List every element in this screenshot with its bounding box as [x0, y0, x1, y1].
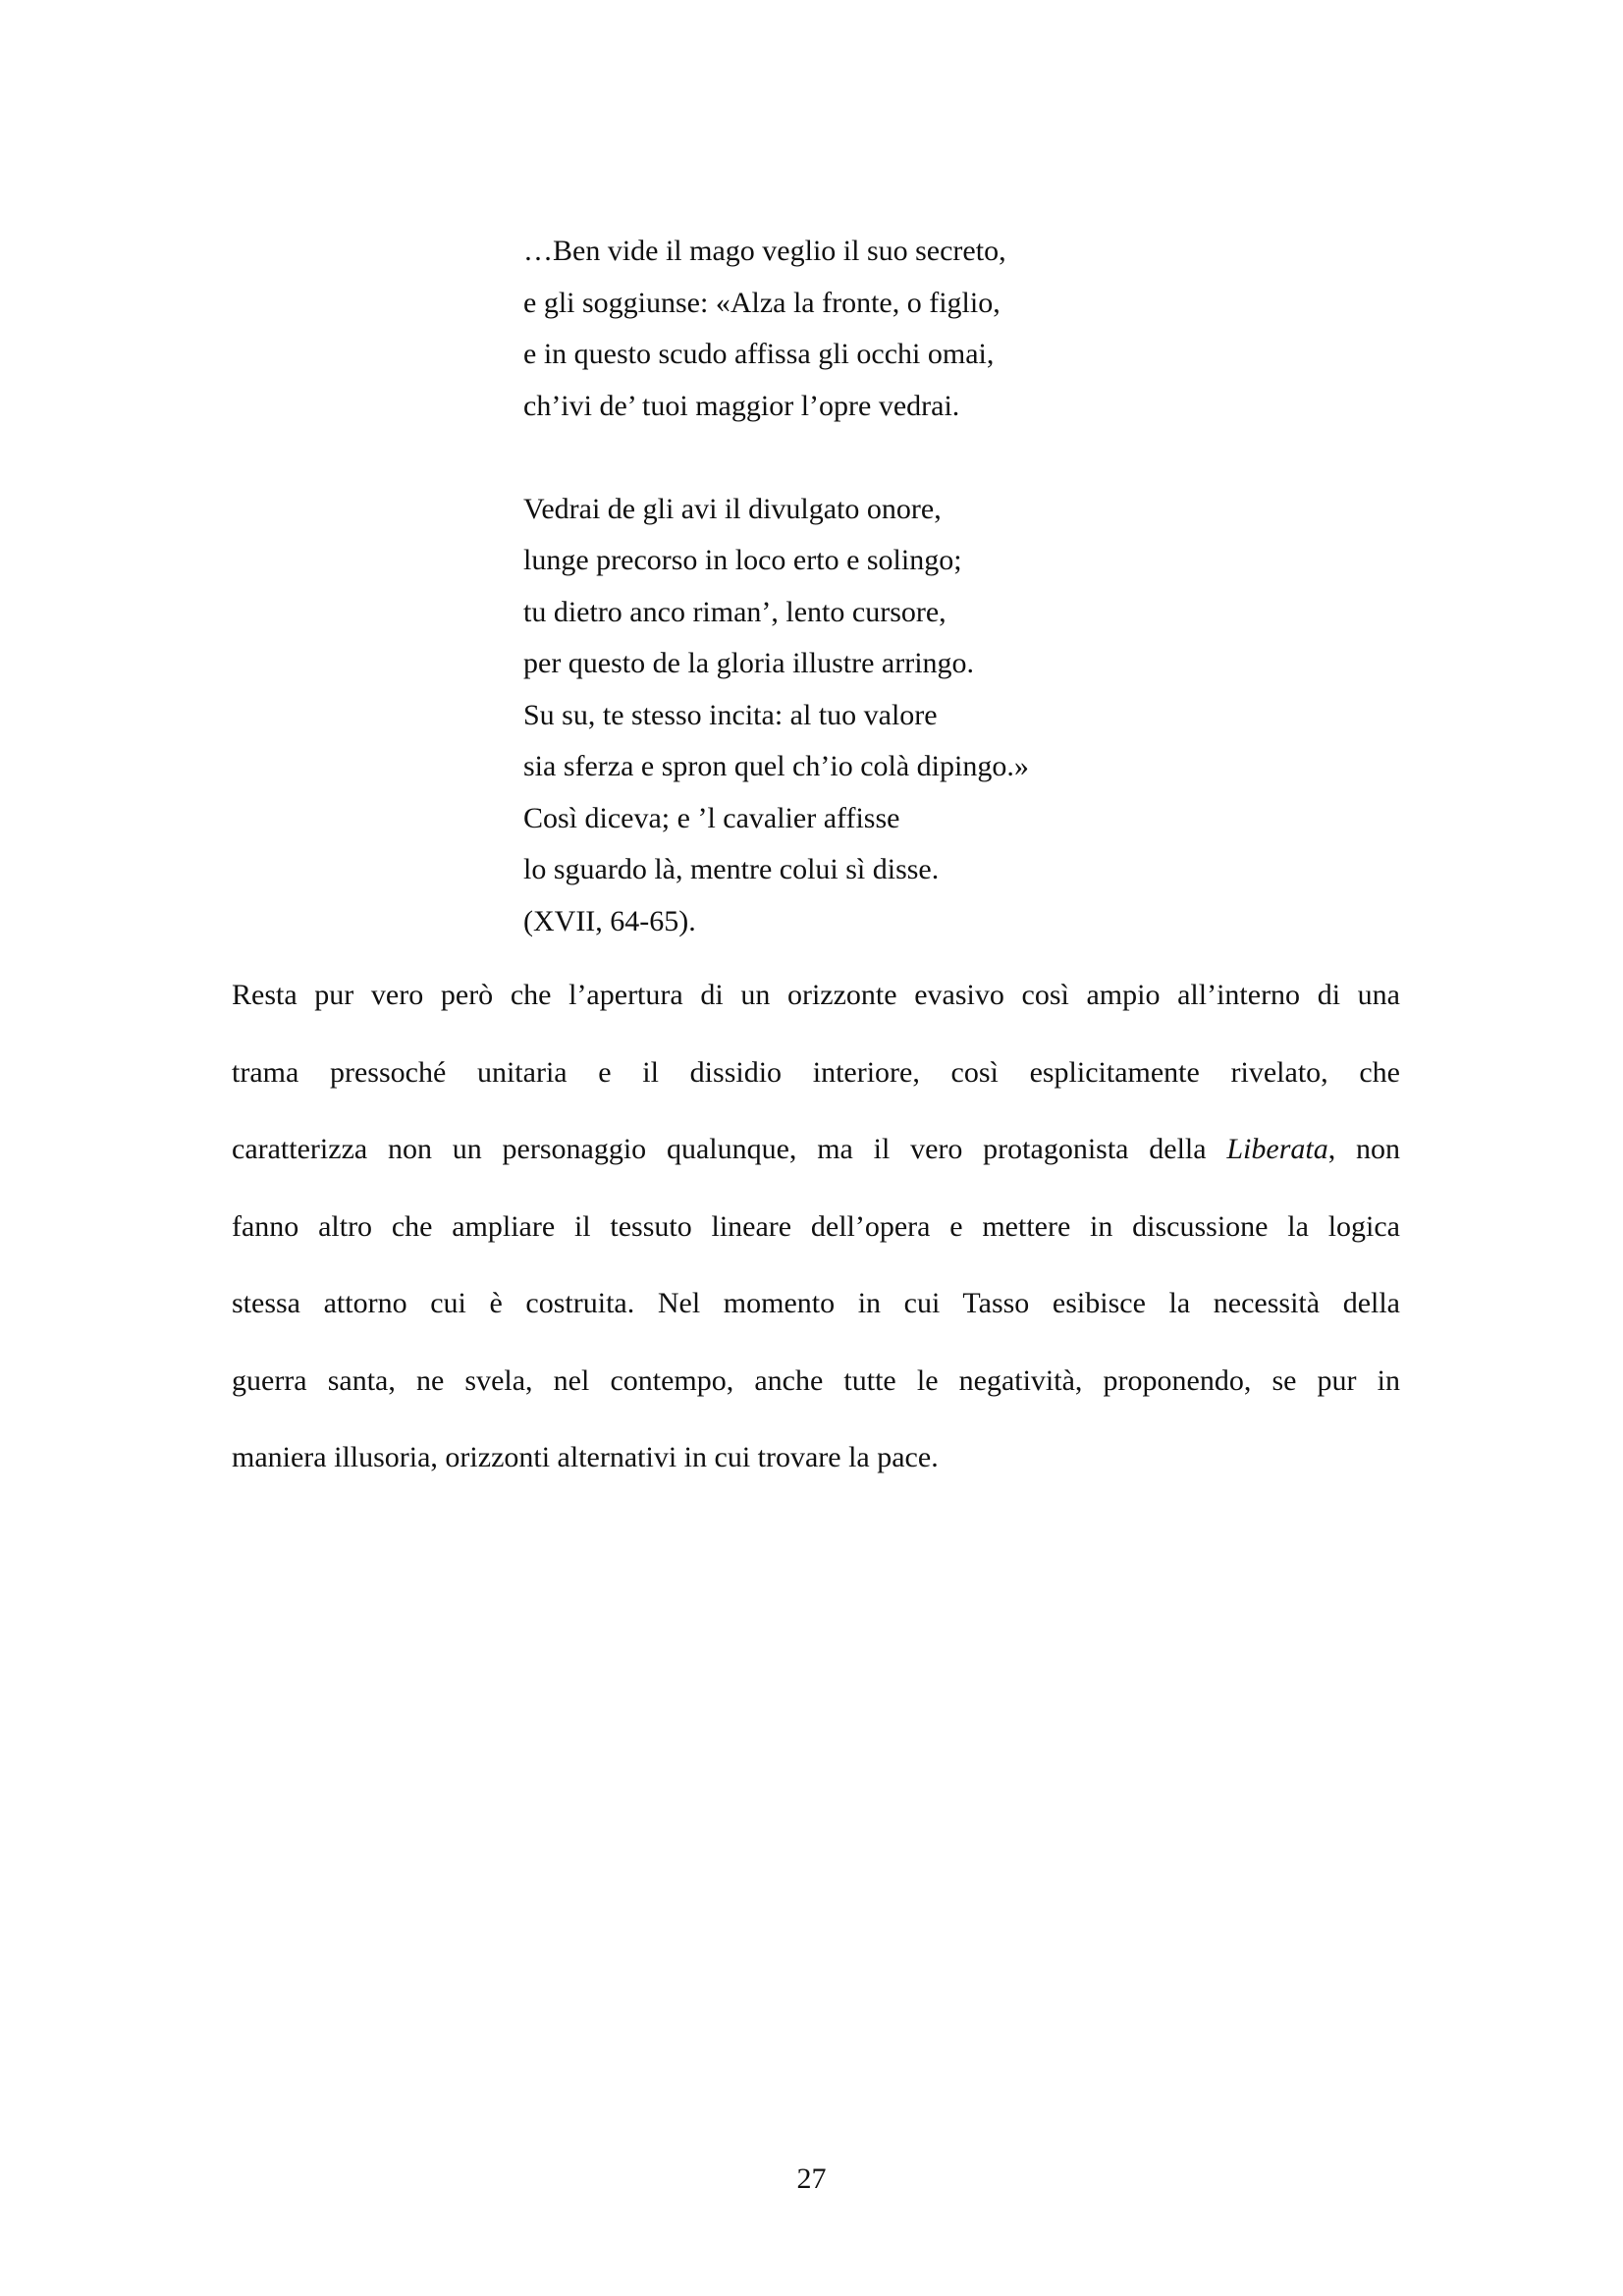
paragraph-line: maniera illusoria, orizzonti alternativi in cui trovare la pace. — [232, 1441, 939, 1473]
verse-quotation — [523, 226, 1211, 947]
verse-line: lo sguardo là, mentre colui sì disse. — [523, 853, 940, 885]
verse-citation: (XVII, 64-65). — [523, 904, 696, 937]
body-paragraph — [232, 970, 1400, 1510]
paragraph-line: Resta pur vero però che l’apertura di un orizzonte evasivo così ampio all’interno di una — [232, 979, 1400, 1011]
verse-line: Su su, te stesso incita: al tuo valore — [523, 698, 938, 731]
page-number: 27 — [796, 2163, 827, 2195]
paragraph-line: stessa attorno cui è costruita. Nel momento in cui Tasso esibisce la necessità della — [232, 1287, 1400, 1319]
paragraph-line — [232, 1124, 1400, 1201]
verse-line: e gli soggiunse: «Alza la fronte, o figlio, — [523, 286, 1001, 319]
verse-stanza-2 — [523, 484, 1211, 948]
verse-line: Vedrai de gli avi il divulgato onore, — [523, 492, 942, 525]
verse-line: lunge precorso in loco erto e solingo; — [523, 544, 962, 576]
italic-title: Liberata — [1226, 1133, 1328, 1165]
paragraph-text: , non — [1327, 1133, 1401, 1165]
paragraph-line: fanno altro che ampliare il tessuto lineare dell’opera e mettere in discussione la logica — [232, 1209, 1400, 1243]
verse-line: ch’ivi de’ tuoi maggior l’opre vedrai. — [523, 389, 960, 422]
verse-line: tu dietro anco riman’, lento cursore, — [523, 595, 947, 628]
verse-line: per questo de la gloria illustre arringo. — [523, 647, 975, 679]
paragraph-text: caratterizza non un personaggio qualunque, ma il vero protagonista della — [232, 1133, 1227, 1165]
verse-stanza-1 — [523, 226, 1211, 432]
verse-line: sia sferza e spron quel ch’io colà dipingo.» — [523, 750, 1029, 782]
stanza-separator — [523, 432, 1211, 484]
verse-line: Così diceva; e ’l cavalier affisse — [523, 801, 900, 834]
verse-line: …Ben vide il mago veglio il suo secreto, — [523, 235, 1006, 267]
verse-line: e in questo scudo affissa gli occhi omai, — [523, 338, 995, 370]
paragraph-line: guerra santa, ne svela, nel contempo, anche tutte le negatività, proponendo, se pur in — [232, 1363, 1400, 1397]
paragraph-line: trama pressoché unitaria e il dissidio interiore, così esplicitamente rivelato, che — [232, 1055, 1400, 1089]
